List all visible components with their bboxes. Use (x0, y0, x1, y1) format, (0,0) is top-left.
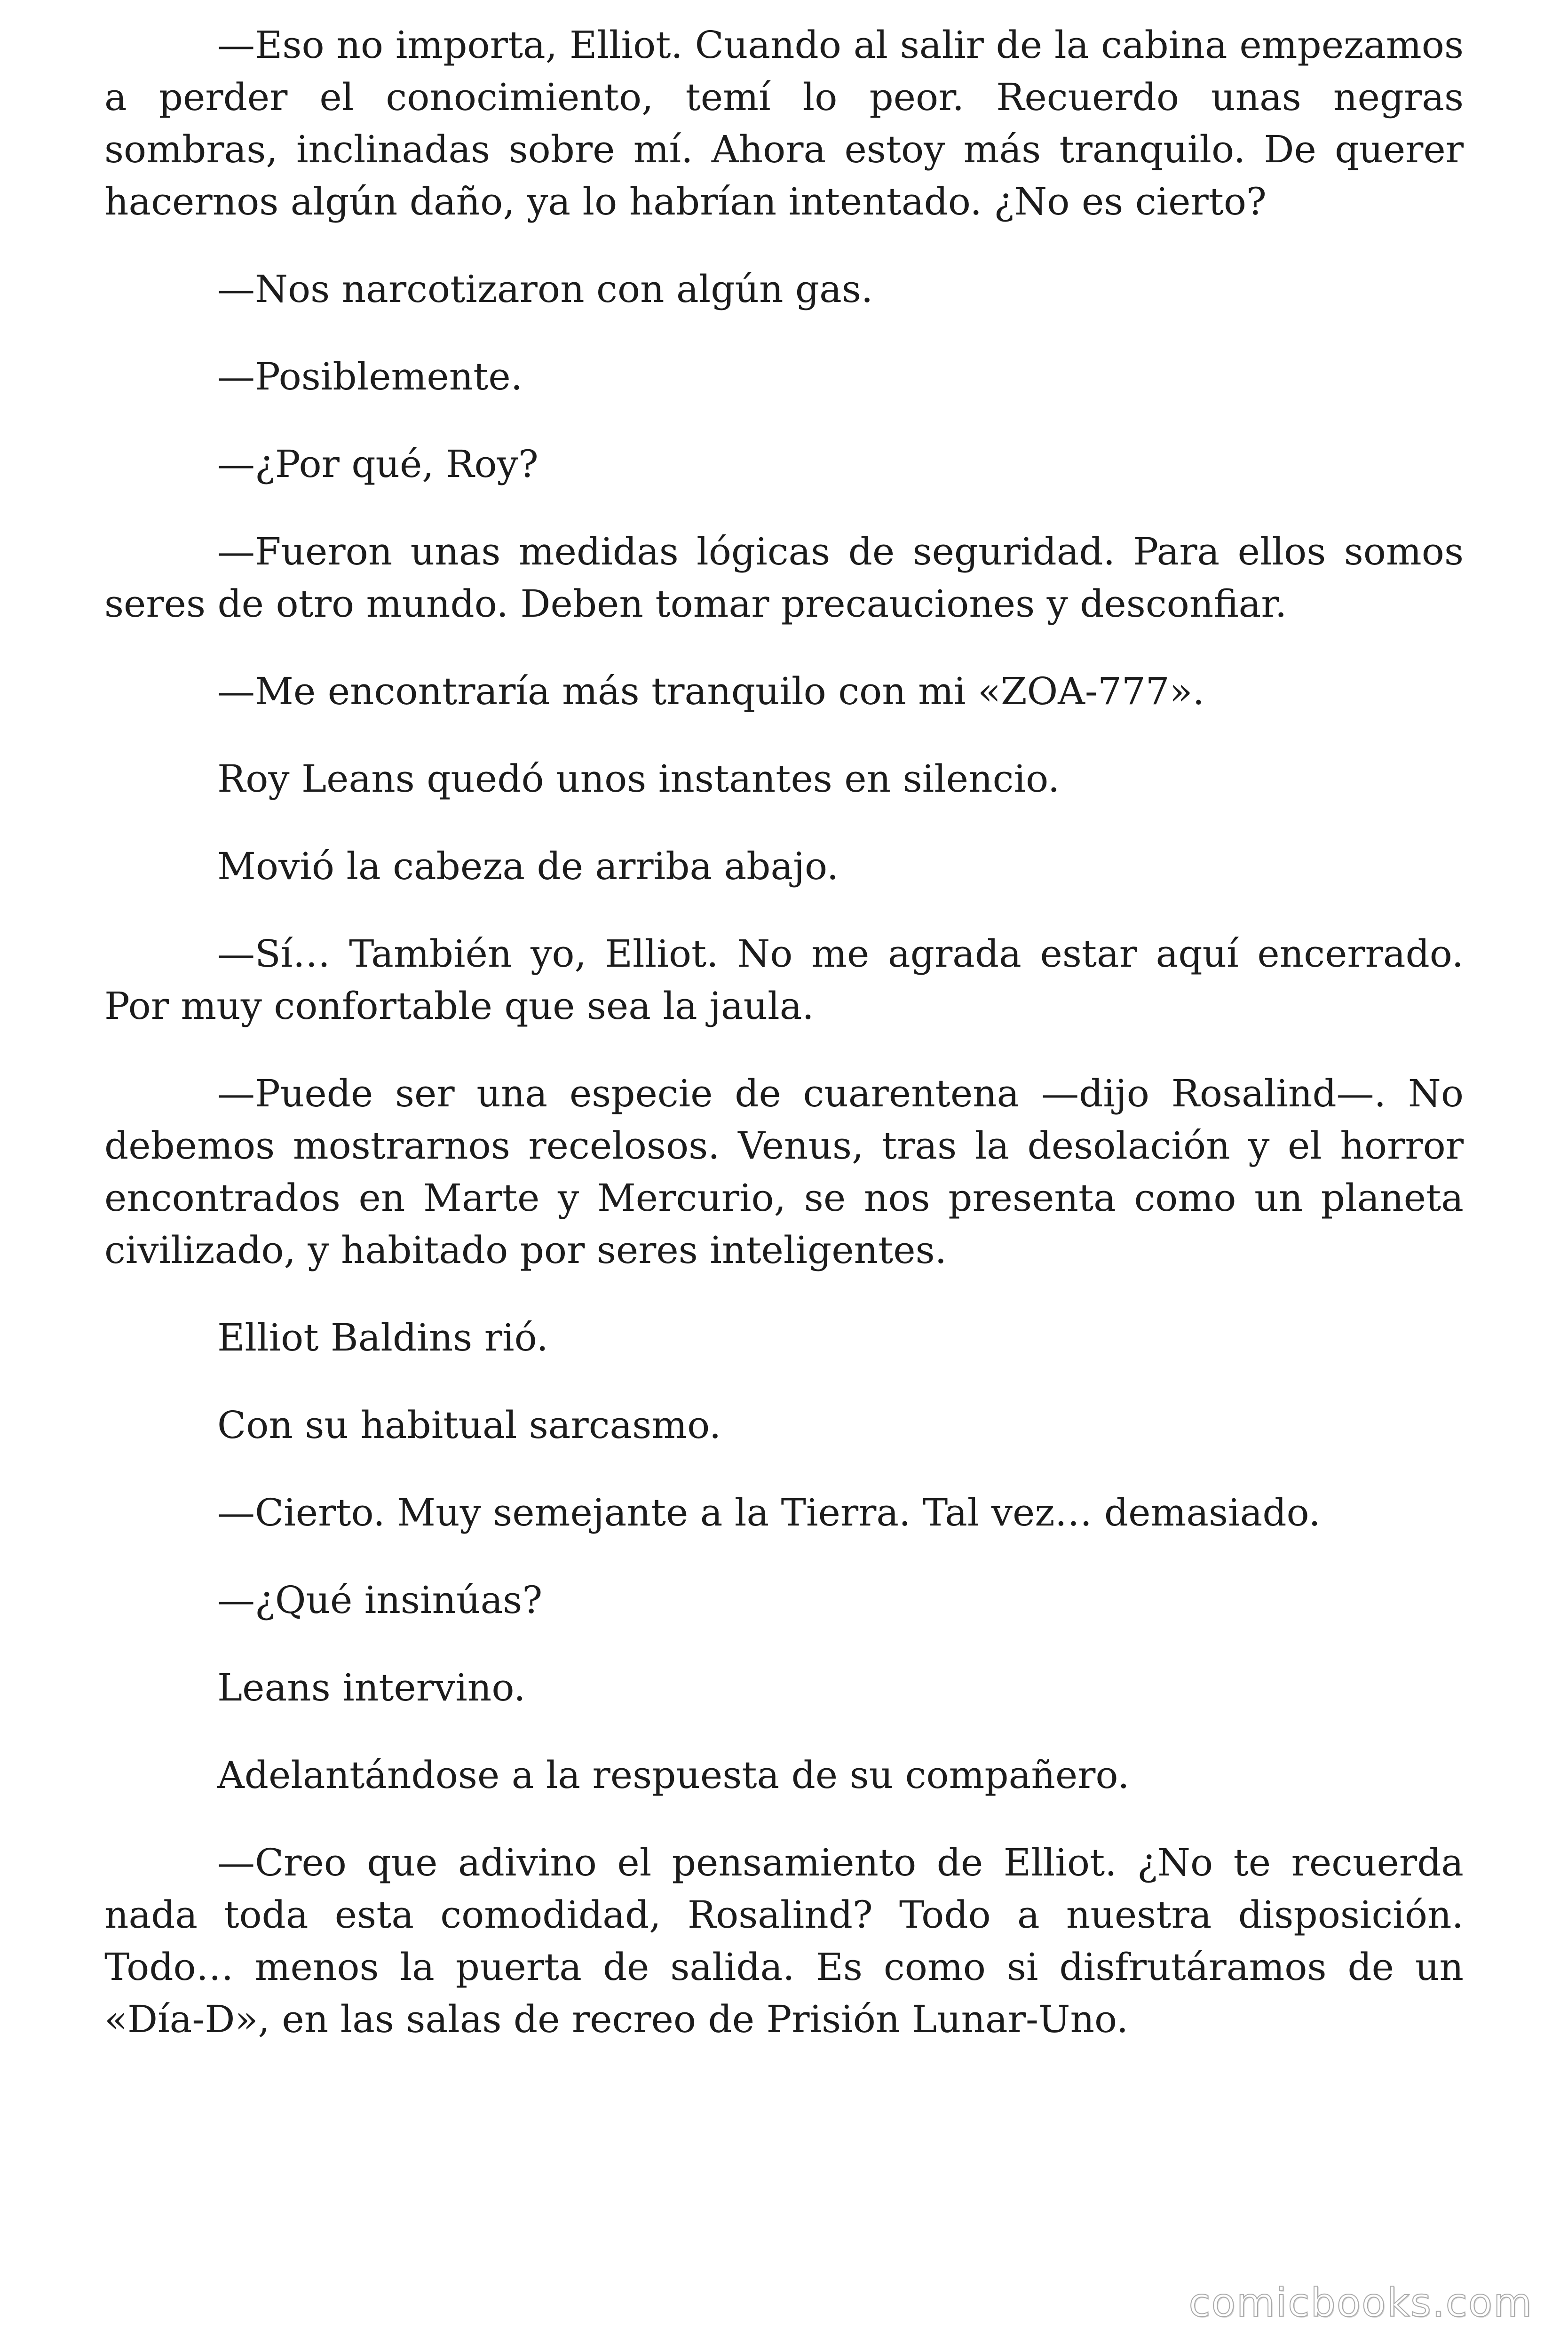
paragraph: —Sí… También yo, Elliot. No me agrada estar aquí encerrado. Por muy confortable que sea la jaula. (104, 932, 1464, 1028)
paragraph: Movió la cabeza de arriba abajo. (217, 844, 839, 888)
paragraph: —Cierto. Muy semejante a la Tierra. Tal vez… demasiado. (217, 1491, 1321, 1534)
paragraph: —Creo que adivino el pensamiento de Elliot. ¿No te recuerda nada toda esta comodidad, Rosalind? Todo a nuestra disposición. Todo… menos la puerta de salida. Es como si disfrutáramos de un «Día-D», en las salas de recreo de Prisión Lunar-Uno. (104, 1841, 1464, 2041)
paragraph: Elliot Baldins rió. (217, 1316, 548, 1359)
paragraph: Adelantándose a la respuesta de su compañero. (217, 1753, 1130, 1797)
paragraph: Leans intervino. (217, 1666, 526, 1709)
paragraph: —Fueron unas medidas lógicas de seguridad. Para ellos somos seres de otro mundo. Deben tomar precauciones y desconfiar. (104, 530, 1464, 626)
paragraph: —Eso no importa, Elliot. Cuando al salir de la cabina empezamos a perder el conocimiento, temí lo peor. Recuerdo unas negras sombras, inclinadas sobre mí. Ahora estoy más tranquilo. De querer hacernos algún daño, ya lo habrían intentado. ¿No es cierto? (104, 23, 1464, 223)
paragraph: —¿Por qué, Roy? (217, 442, 539, 486)
paragraph: —Me encontraría más tranquilo con mi «ZOA-777». (217, 669, 1205, 713)
watermark: comicbooks.com (1188, 2280, 1533, 2326)
paragraph: Roy Leans quedó unos instantes en silencio. (217, 757, 1060, 801)
paragraph: Con su habitual sarcasmo. (217, 1403, 721, 1447)
paragraph: —¿Qué insinúas? (217, 1578, 543, 1622)
paragraph: —Nos narcotizaron con algún gas. (217, 267, 873, 311)
paragraph: —Posiblemente. (217, 355, 523, 398)
paragraph: —Puede ser una especie de cuarentena —dijo Rosalind—. No debemos mostrarnos recelosos. Venus, tras la desolación y el horror encontrados en Marte y Mercurio, se nos presenta como un planeta civilizado, y habitado por seres inteligentes. (104, 1072, 1464, 1272)
book-page (104, 19, 1464, 2081)
